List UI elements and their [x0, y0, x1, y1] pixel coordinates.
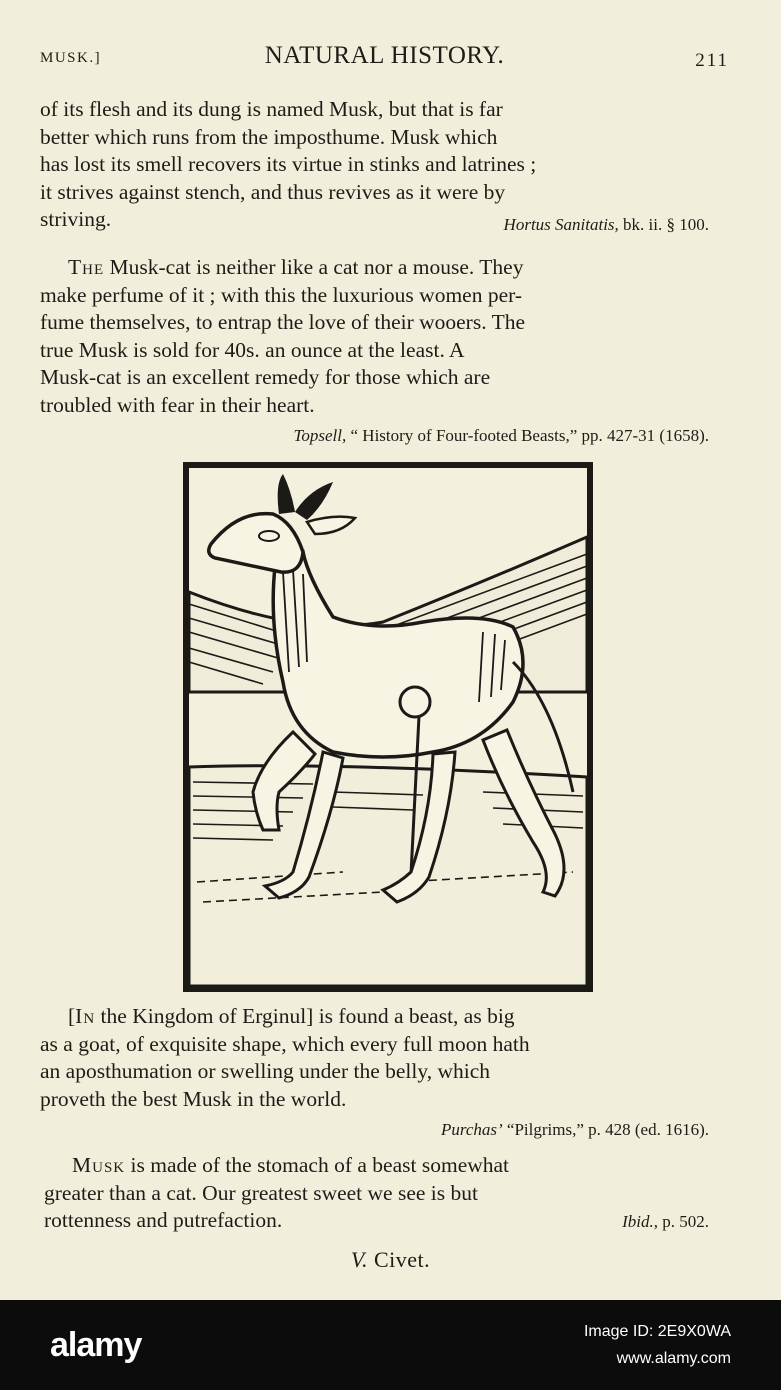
citation-reference: p. 502.: [658, 1212, 709, 1231]
passage-topsell: [40, 254, 730, 419]
dropcap-word: The: [68, 255, 105, 279]
text-line: better which runs from the imposthume. Musk which: [40, 124, 498, 149]
dropcap-word: In: [75, 1004, 96, 1028]
text-line: striving.: [40, 207, 112, 231]
text-line: rottenness and putrefaction.: [44, 1208, 283, 1232]
page-number: 211: [695, 50, 729, 71]
citation-purchas: [441, 1119, 709, 1141]
image-id: Image ID: 2E9X0WA: [583, 1323, 731, 1340]
text-line: has lost its smell recovers its virtue in stinks and latrines ;: [40, 152, 537, 176]
text-line: is made of the stomach of a beast somewhat: [125, 1153, 510, 1177]
header-title: NATURAL HISTORY.: [264, 42, 505, 69]
text-line: the Kingdom of Erginul] is found a beast, as big: [95, 1004, 515, 1028]
dropcap-word: Musk: [72, 1153, 126, 1177]
citation-author: Purchas’: [440, 1120, 503, 1139]
text-line: proveth the best Musk in the world.: [40, 1086, 347, 1111]
text-line: make perfume of it ; with this the luxurious women per-: [40, 282, 523, 307]
text-line: true Musk is sold for 40s. an ounce at the least. A: [40, 337, 465, 362]
citation-author: Hortus Sanitatis,: [503, 215, 619, 234]
citation-hortus: [504, 214, 709, 236]
citation-reference: “ History of Four-footed Beasts,” pp. 427-31 (1658).: [346, 426, 709, 445]
text-line: fume themselves, to entrap the love of their wooers. The: [40, 310, 525, 334]
citation-author: Topsell,: [293, 426, 347, 445]
text-line: Musk-cat is an excellent remedy for those which are: [40, 365, 491, 389]
text-line: Musk-cat is neither like a cat nor a mouse. They: [104, 255, 524, 279]
text-line: it strives against stench, and thus revives as it were by: [40, 179, 506, 204]
footer-meta: [431, 1318, 731, 1372]
citation-topsell: [293, 425, 709, 447]
text-line: troubled with fear in their heart.: [40, 392, 315, 417]
section-numeral: V.: [350, 1247, 368, 1272]
header-section-label: MUSK.]: [40, 50, 102, 66]
passage-purchas: [40, 1003, 730, 1113]
text-line: an aposthumation or swelling under the belly, which: [40, 1059, 491, 1083]
section-heading: [0, 1247, 781, 1273]
site-url: www.alamy.com: [616, 1350, 731, 1367]
text-line: of its flesh and its dung is named Musk, but that is far: [40, 97, 503, 121]
brand-logo: alamy: [50, 1326, 142, 1364]
citation-author: Ibid.,: [622, 1212, 658, 1231]
woodcut-musk-beast: [183, 462, 593, 992]
text-line: greater than a cat. Our greatest sweet we see is but: [44, 1180, 478, 1205]
section-title-text: Civet.: [367, 1247, 431, 1272]
text-line: as a goat, of exquisite shape, which every full moon hath: [40, 1031, 530, 1056]
watermark-footer: [0, 1300, 781, 1390]
citation-ibid: [622, 1211, 709, 1233]
citation-reference: “Pilgrims,” p. 428 (ed. 1616).: [502, 1120, 709, 1139]
bracket: [: [68, 1004, 76, 1028]
citation-reference: bk. ii. § 100.: [618, 215, 709, 234]
running-header: [40, 40, 729, 74]
passage-hortus: [40, 96, 730, 234]
